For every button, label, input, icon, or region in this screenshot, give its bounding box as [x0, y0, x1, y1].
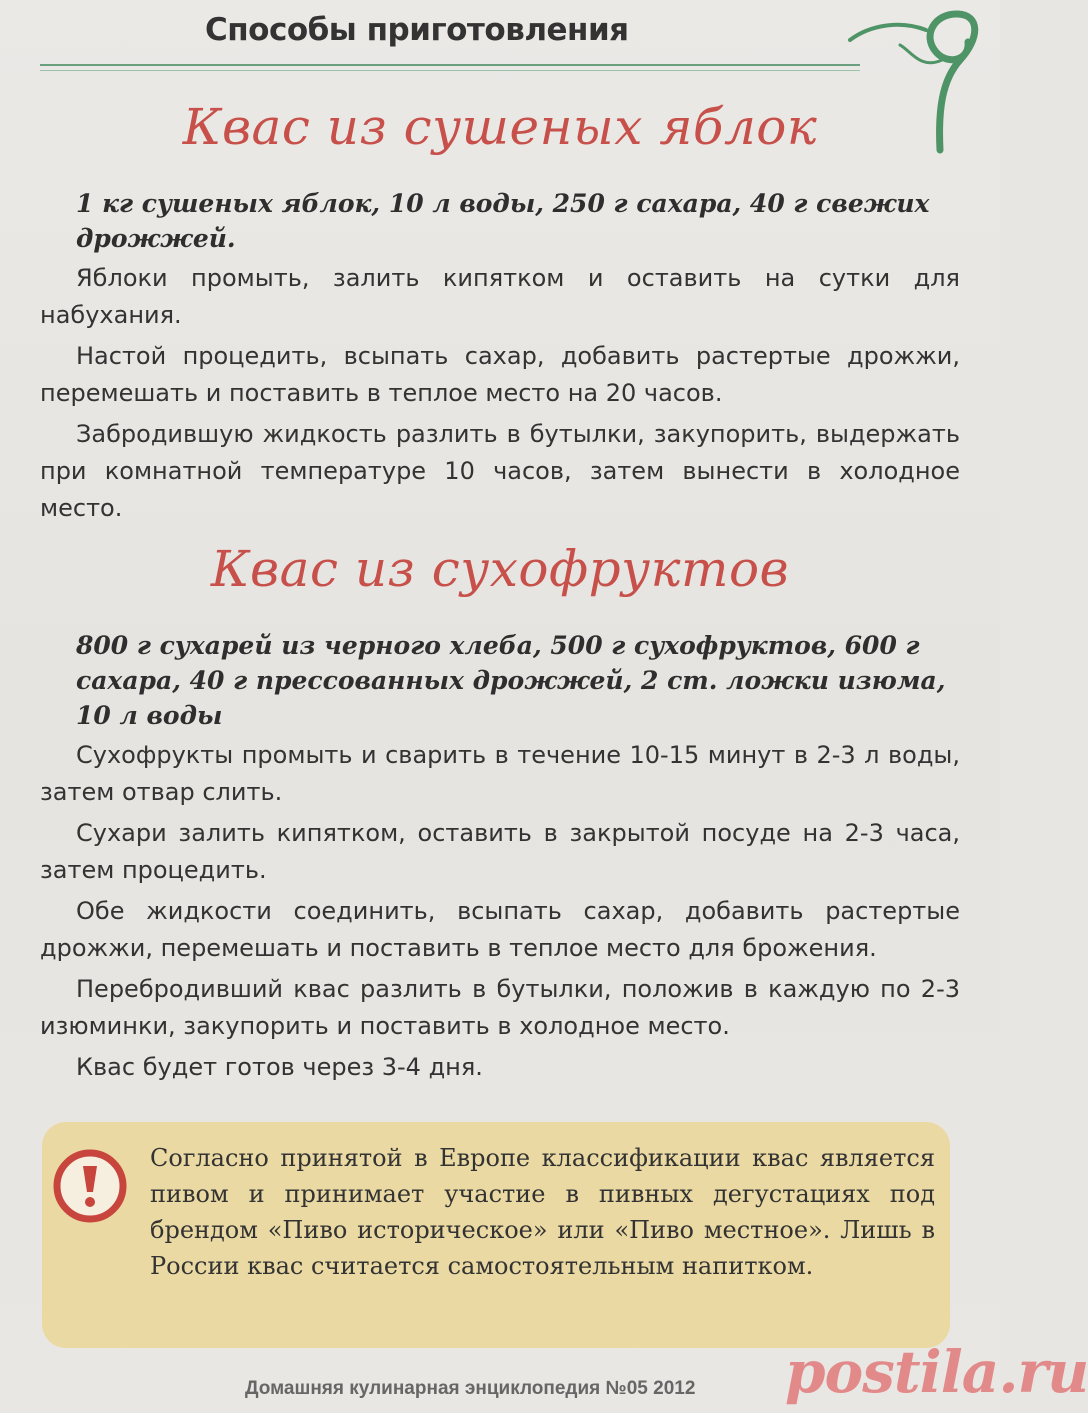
step: Сухари залить кипятком, оставить в закрытой посуде на 2-3 часа, затем процедить. [40, 819, 960, 884]
ingredients: 800 г сухарей из черного хлеба, 500 г сухофруктов, 600 г сахара, 40 г прессованных дрожжей, 2 ст. ложки изюма, 10 л воды [76, 631, 946, 730]
step: Настой процедить, всыпать сахар, добавить растертые дрожжи, перемешать и поставить в теплое место на 20 часов. [40, 342, 960, 407]
recipe-title-dried-fruits: Квас из сухофруктов [210, 540, 790, 598]
watermark: postila.ru [785, 1338, 1088, 1406]
step: Обе жидкости соединить, всыпать сахар, добавить растертые дрожжи, перемешать и поставить в теплое место для брожения. [40, 897, 960, 962]
step: Сухофрукты промыть и сварить в течение 10-15 минут в 2-3 л воды, затем отвар слить. [40, 741, 960, 806]
exclamation-icon [52, 1148, 128, 1224]
step: Перебродивший квас разлить в бутылки, положив в каждую по 2-3 изюминки, закупорить и поставить в холодное место. [40, 975, 960, 1040]
source-caption: Домашняя кулинарная энциклопедия №05 2012 [245, 1378, 696, 1399]
recipe-title-apples: Квас из сушеных яблок [182, 98, 818, 156]
step: Забродившую жидкость разлить в бутылки, закупорить, выдержать при комнатной температуре 10 часов, затем вынести в холодное место. [40, 420, 960, 522]
section-header: Способы приготовления [205, 12, 629, 48]
step: Яблоки промыть, залить кипятком и оставить на сутки для набухания. [40, 264, 960, 329]
header-divider [40, 64, 860, 66]
note-text: Согласно принятой в Европе классификации квас является пивом и принимает участие в пивных дегустациях под брендом «Пиво историческое» или «Пиво местное». Лишь в России квас считается самостоятельным напитком. [150, 1144, 935, 1280]
step: Квас будет готов через 3-4 дня. [76, 1053, 483, 1081]
recipe-body-dried-fruits [40, 628, 960, 1090]
ingredients: 1 кг сушеных яблок, 10 л воды, 250 г сахара, 40 г свежих дрожжей. [76, 189, 930, 253]
recipe-body-apples [40, 186, 960, 531]
header-divider-thin [40, 70, 860, 71]
